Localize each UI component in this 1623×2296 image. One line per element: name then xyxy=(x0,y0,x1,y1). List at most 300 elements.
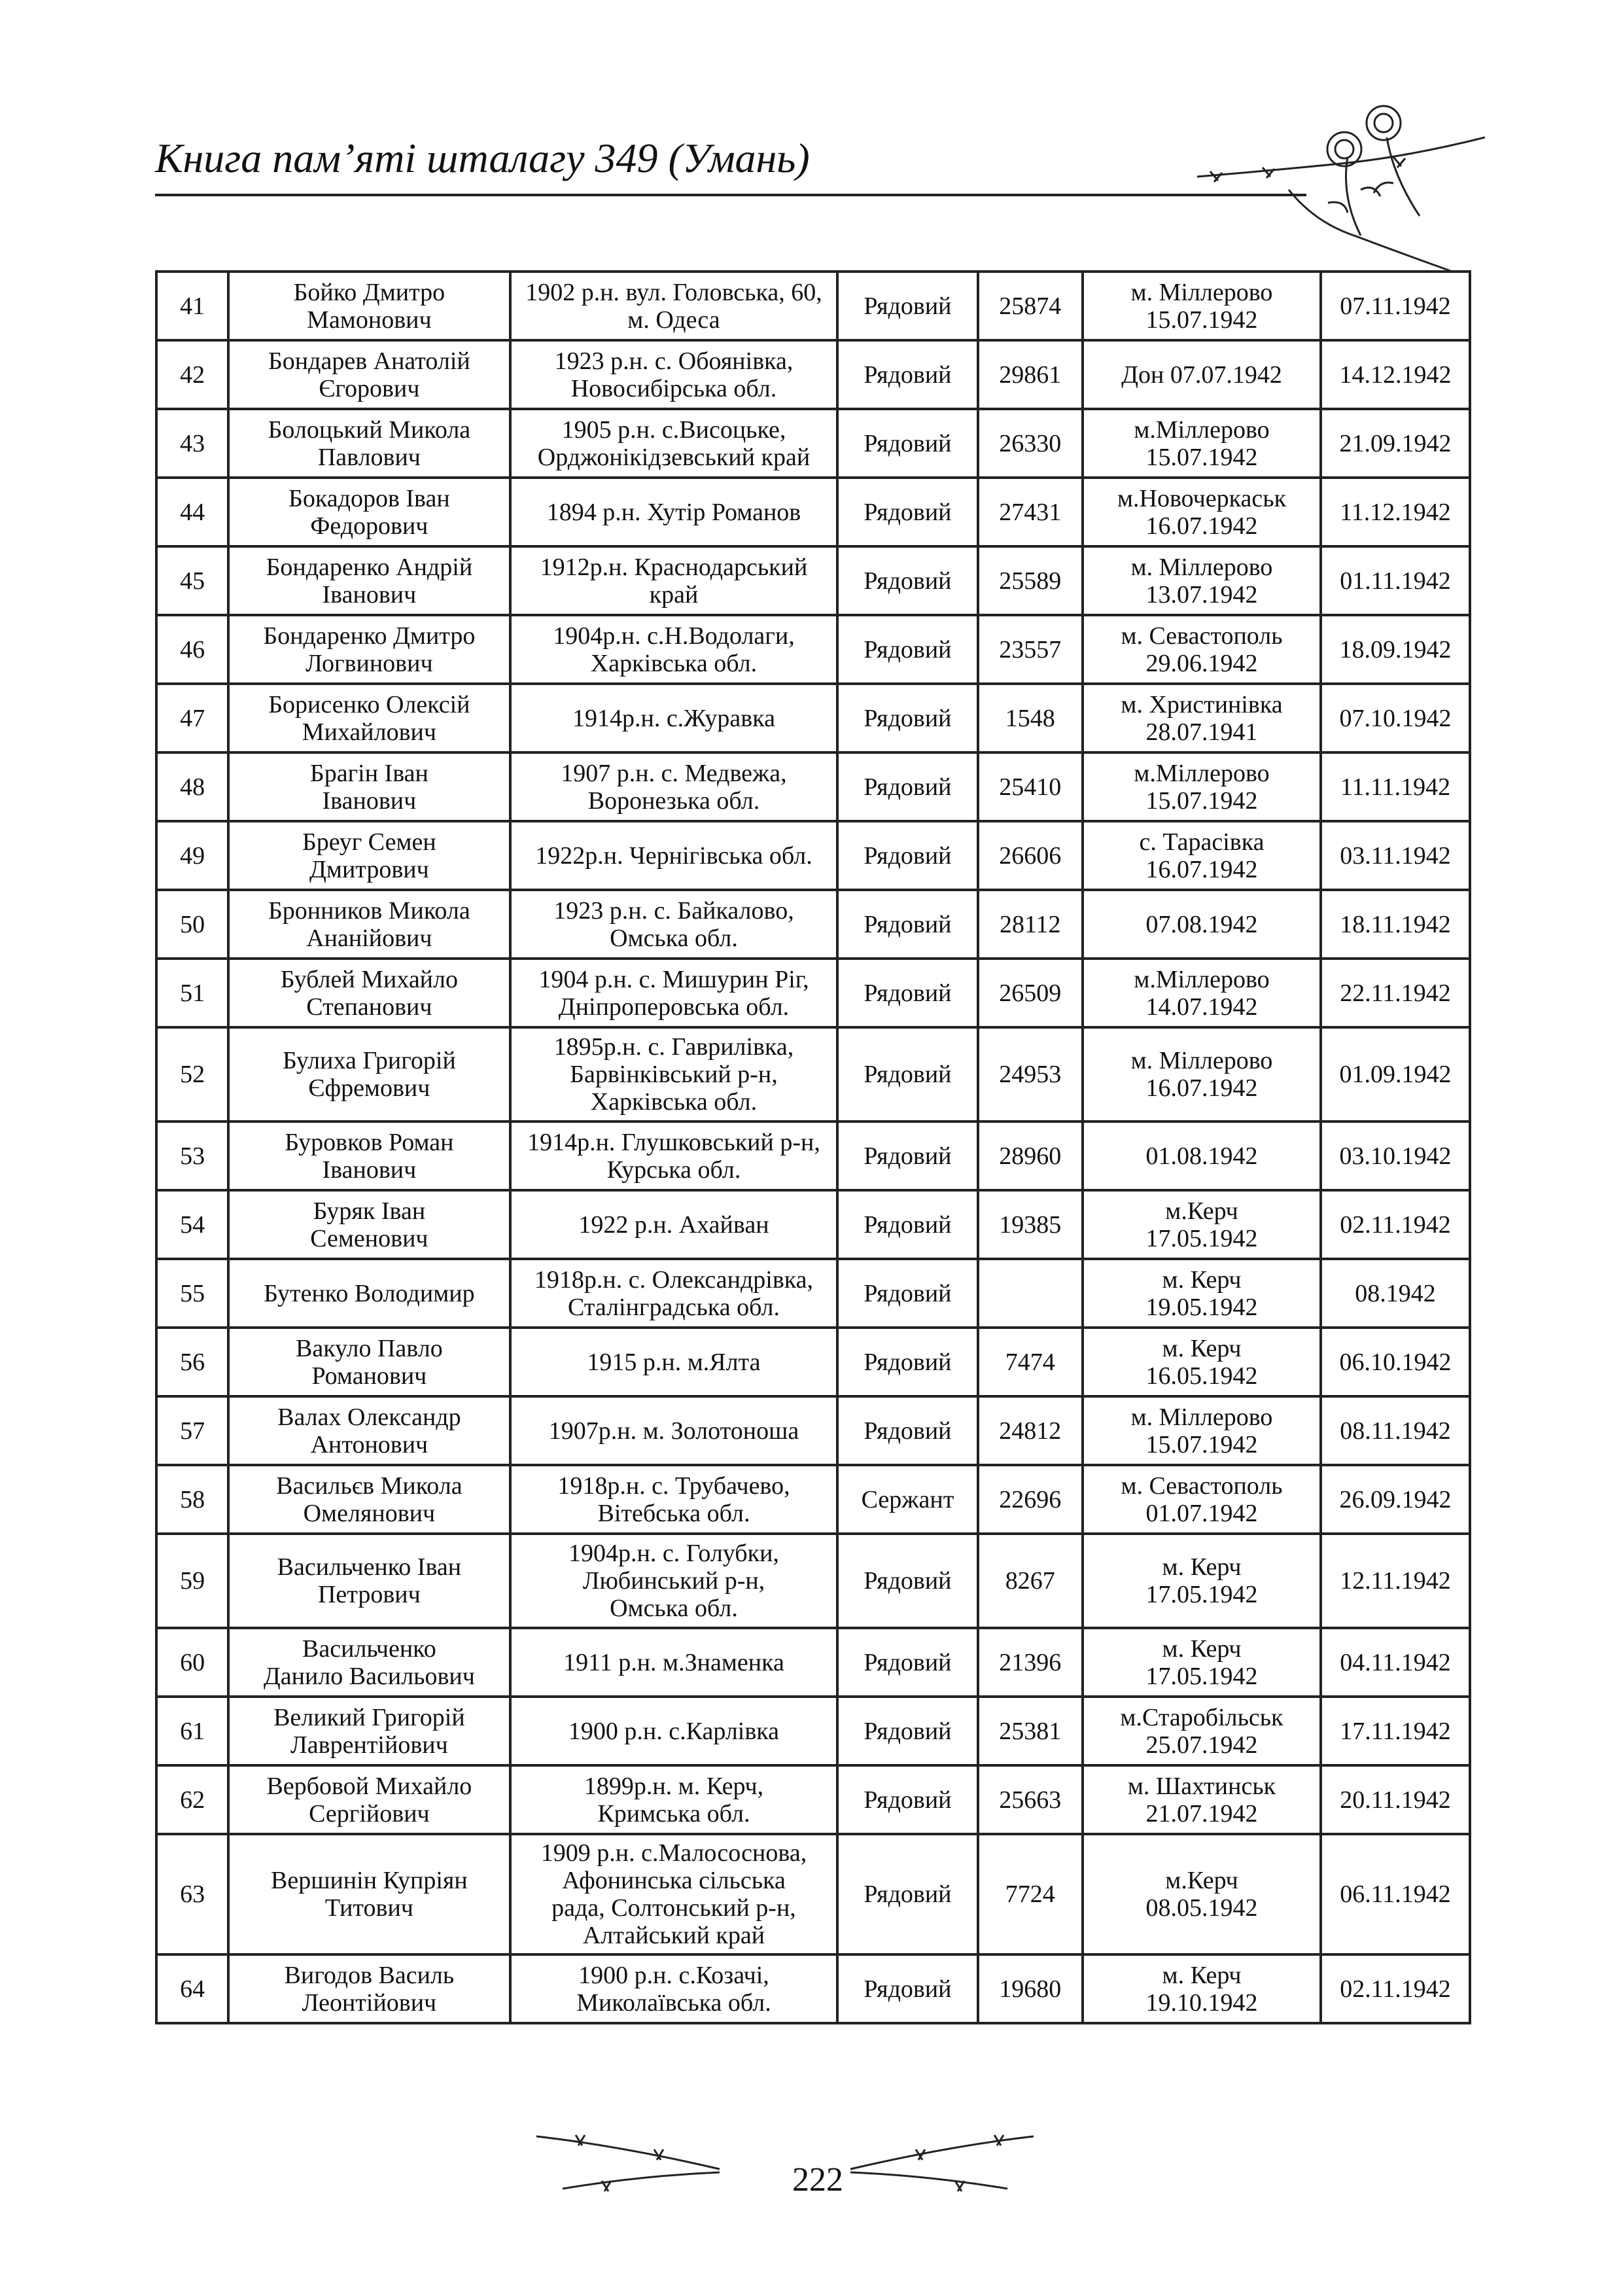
name-line: Михайлович xyxy=(302,718,436,746)
table-row xyxy=(156,615,1470,684)
rank-cell: Рядовий xyxy=(837,959,977,1027)
capture-place-date-line: м.Керч xyxy=(1165,1867,1238,1894)
name-line: Іванович xyxy=(322,786,417,815)
capture-place-date-line: 19.10.1942 xyxy=(1145,1988,1258,2017)
prisoner-number-cell: 7474 xyxy=(978,1328,1083,1396)
birth-place-line: Воронезька обл. xyxy=(587,786,760,815)
header-rule xyxy=(155,194,1306,196)
table-row xyxy=(156,959,1470,1027)
birth-place-line: 1894 р.н. Хутір Романов xyxy=(546,498,801,526)
birth-place-line: Барвінківський р-н, xyxy=(570,1061,778,1088)
row-number-cell: 62 xyxy=(156,1765,228,1834)
capture-place-date-line: м. Міллерово xyxy=(1130,553,1273,581)
name-line: Мамонович xyxy=(307,306,432,334)
capture-place-date-cell xyxy=(1083,409,1321,478)
name-line: Булиха Григорій xyxy=(282,1047,456,1074)
name-line: Титович xyxy=(324,1894,413,1922)
capture-place-date-line: м. Севастополь xyxy=(1121,622,1283,650)
capture-place-date-line: м. Міллерово xyxy=(1130,1403,1273,1431)
prisoner-number-cell: 1548 xyxy=(978,684,1083,752)
name-line: Єгорович xyxy=(319,374,420,402)
capture-place-date-line: с. Тарасівка xyxy=(1139,828,1265,856)
capture-place-date-line: м. Шахтинськ xyxy=(1127,1772,1276,1800)
birth-place-line: 1911 р.н. м.Знаменка xyxy=(563,1648,784,1676)
capture-place-date-line: м. Міллерово xyxy=(1130,1047,1273,1074)
capture-place-date-cell xyxy=(1083,684,1321,752)
prisoner-number-cell: 26509 xyxy=(978,959,1083,1027)
records-table xyxy=(155,270,1471,2024)
row-number-cell: 64 xyxy=(156,1954,228,2023)
capture-place-date-cell xyxy=(1083,1328,1321,1396)
rank-cell: Рядовий xyxy=(837,1697,977,1765)
rank-cell: Рядовий xyxy=(837,752,977,821)
table-row xyxy=(156,1834,1470,1954)
death-date-cell: 03.11.1942 xyxy=(1321,821,1470,890)
birth-place-line: м. Одеса xyxy=(627,306,720,334)
capture-place-date-cell xyxy=(1083,959,1321,1027)
name-cell xyxy=(228,272,510,340)
birth-place-cell xyxy=(510,1465,838,1534)
capture-place-date-line: м. Міллерово xyxy=(1130,278,1273,306)
death-date-cell: 21.09.1942 xyxy=(1321,409,1470,478)
name-cell xyxy=(228,1534,510,1628)
birth-place-cell xyxy=(510,478,838,546)
birth-place-line: 1904 р.н. с. Мишурин Ріг, xyxy=(538,965,809,993)
prisoner-number-cell: 19385 xyxy=(978,1190,1083,1259)
death-date-cell: 17.11.1942 xyxy=(1321,1697,1470,1765)
birth-place-cell xyxy=(510,959,838,1027)
name-line: Бублей Михайло xyxy=(280,965,458,993)
capture-place-date-line: 21.07.1942 xyxy=(1145,1799,1258,1828)
capture-place-date-cell xyxy=(1083,1628,1321,1697)
table-row xyxy=(156,478,1470,546)
row-number-cell: 61 xyxy=(156,1697,228,1765)
birth-place-line: 1895р.н. с. Гаврилівка, xyxy=(553,1033,794,1061)
birth-place-cell xyxy=(510,546,838,615)
death-date-cell: 08.1942 xyxy=(1321,1259,1470,1328)
name-line: Омелянович xyxy=(303,1499,436,1527)
capture-place-date-line: 01.08.1942 xyxy=(1145,1142,1258,1170)
name-cell xyxy=(228,340,510,409)
rank-cell: Рядовий xyxy=(837,546,977,615)
rank-cell: Рядовий xyxy=(837,409,977,478)
capture-place-date-line: м. Севастополь xyxy=(1121,1472,1283,1500)
name-line: Буряк Іван xyxy=(313,1197,426,1225)
death-date-cell: 26.09.1942 xyxy=(1321,1465,1470,1534)
capture-place-date-line: м.Міллерово xyxy=(1134,965,1270,993)
name-line: Васильєв Микола xyxy=(276,1472,462,1500)
row-number-cell: 42 xyxy=(156,340,228,409)
rank-cell: Рядовий xyxy=(837,821,977,890)
capture-place-date-line: Дон 07.07.1942 xyxy=(1121,361,1282,389)
name-line: Вербовой Михайло xyxy=(266,1772,472,1800)
name-cell xyxy=(228,1834,510,1954)
table-row xyxy=(156,546,1470,615)
prisoner-number-cell: 23557 xyxy=(978,615,1083,684)
name-line: Петрович xyxy=(317,1581,421,1608)
birth-place-line: Курська обл. xyxy=(606,1156,741,1184)
birth-place-line: 1912р.н. Краснодарський xyxy=(540,553,808,581)
name-cell xyxy=(228,1396,510,1465)
name-cell xyxy=(228,1190,510,1259)
capture-place-date-line: 15.07.1942 xyxy=(1145,786,1258,815)
rank-cell: Рядовий xyxy=(837,340,977,409)
name-line: Брагін Іван xyxy=(309,759,428,787)
rank-cell: Рядовий xyxy=(837,1027,977,1122)
prisoner-number-cell: 28112 xyxy=(978,890,1083,959)
row-number-cell: 56 xyxy=(156,1328,228,1396)
rank-cell: Рядовий xyxy=(837,615,977,684)
death-date-cell: 14.12.1942 xyxy=(1321,340,1470,409)
rank-cell: Рядовий xyxy=(837,1328,977,1396)
death-date-cell: 22.11.1942 xyxy=(1321,959,1470,1027)
rank-cell: Рядовий xyxy=(837,1190,977,1259)
death-date-cell: 07.10.1942 xyxy=(1321,684,1470,752)
name-line: Степанович xyxy=(306,993,432,1021)
death-date-cell: 20.11.1942 xyxy=(1321,1765,1470,1834)
birth-place-line: рада, Солтонський р-н, xyxy=(551,1894,796,1922)
capture-place-date-cell xyxy=(1083,615,1321,684)
name-line: Семенович xyxy=(310,1224,428,1252)
row-number-cell: 47 xyxy=(156,684,228,752)
prisoner-number-cell: 25663 xyxy=(978,1765,1083,1834)
capture-place-date-line: 17.05.1942 xyxy=(1145,1581,1258,1608)
birth-place-cell xyxy=(510,1765,838,1834)
rank-cell: Сержант xyxy=(837,1465,977,1534)
birth-place-line: Дніпроперовська обл. xyxy=(558,993,790,1021)
death-date-cell: 18.11.1942 xyxy=(1321,890,1470,959)
name-line: Єфремович xyxy=(308,1074,430,1102)
prisoner-number-cell: 24953 xyxy=(978,1027,1083,1122)
table-row xyxy=(156,1765,1470,1834)
birth-place-cell xyxy=(510,1697,838,1765)
death-date-cell: 03.10.1942 xyxy=(1321,1122,1470,1190)
capture-place-date-cell xyxy=(1083,272,1321,340)
row-number-cell: 41 xyxy=(156,272,228,340)
death-date-cell: 07.11.1942 xyxy=(1321,272,1470,340)
capture-place-date-line: м. Керч xyxy=(1162,1334,1242,1362)
death-date-cell: 18.09.1942 xyxy=(1321,615,1470,684)
name-line: Вакуло Павло xyxy=(296,1334,443,1362)
capture-place-date-line: 28.07.1941 xyxy=(1145,718,1258,746)
table-row xyxy=(156,409,1470,478)
name-line: Бондаренко Андрій xyxy=(266,553,473,581)
name-line: Васильченко xyxy=(302,1634,436,1663)
name-line: Бутенко Володимир xyxy=(264,1279,475,1307)
rank-cell: Рядовий xyxy=(837,1122,977,1190)
prisoner-number-cell: 25410 xyxy=(978,752,1083,821)
capture-place-date-cell xyxy=(1083,1954,1321,2023)
capture-place-date-line: 15.07.1942 xyxy=(1145,443,1258,471)
prisoner-number-cell: 22696 xyxy=(978,1465,1083,1534)
capture-place-date-line: 16.07.1942 xyxy=(1145,1074,1258,1102)
birth-place-cell xyxy=(510,1534,838,1628)
capture-place-date-cell xyxy=(1083,890,1321,959)
capture-place-date-line: м.Новочеркаськ xyxy=(1117,484,1287,512)
birth-place-line: Сталінградська обл. xyxy=(567,1293,780,1321)
row-number-cell: 60 xyxy=(156,1628,228,1697)
capture-place-date-cell xyxy=(1083,821,1321,890)
capture-place-date-line: 16.05.1942 xyxy=(1145,1362,1258,1390)
name-line: Бронников Микола xyxy=(268,896,470,925)
name-line: Бондаренко Дмитро xyxy=(263,622,476,650)
death-date-cell: 01.11.1942 xyxy=(1321,546,1470,615)
capture-place-date-line: 17.05.1942 xyxy=(1145,1662,1258,1690)
birth-place-cell xyxy=(510,821,838,890)
birth-place-cell xyxy=(510,272,838,340)
prisoner-number-cell: 21396 xyxy=(978,1628,1083,1697)
capture-place-date-cell xyxy=(1083,752,1321,821)
prisoner-number-cell xyxy=(978,1259,1083,1328)
row-number-cell: 54 xyxy=(156,1190,228,1259)
capture-place-date-cell xyxy=(1083,1534,1321,1628)
birth-place-line: 1907р.н. м. Золотоноша xyxy=(548,1417,799,1445)
capture-place-date-line: м. Керч xyxy=(1162,1961,1242,1989)
table-row xyxy=(156,1259,1470,1328)
prisoner-number-cell: 19680 xyxy=(978,1954,1083,2023)
prisoner-number-cell: 26330 xyxy=(978,409,1083,478)
name-line: Павлович xyxy=(317,443,421,471)
birth-place-cell xyxy=(510,1628,838,1697)
birth-place-line: 1909 р.н. с.Малососнова, xyxy=(540,1839,807,1867)
table-row xyxy=(156,684,1470,752)
death-date-cell: 06.11.1942 xyxy=(1321,1834,1470,1954)
birth-place-line: Вітебська обл. xyxy=(597,1499,750,1527)
name-line: Вершинін Купріян xyxy=(271,1867,468,1894)
name-line: Борисенко Олексій xyxy=(268,690,470,718)
name-line: Ананійович xyxy=(306,924,432,952)
birth-place-line: 1918р.н. с. Трубачево, xyxy=(557,1472,790,1500)
birth-place-line: 1904р.н. с. Голубки, xyxy=(568,1540,779,1567)
birth-place-line: 1922р.н. Чернігівська обл. xyxy=(535,841,812,870)
table-row xyxy=(156,1122,1470,1190)
death-date-cell: 01.09.1942 xyxy=(1321,1027,1470,1122)
capture-place-date-cell xyxy=(1083,1190,1321,1259)
name-cell xyxy=(228,959,510,1027)
table-row xyxy=(156,1954,1470,2023)
table-row xyxy=(156,821,1470,890)
table-row xyxy=(156,890,1470,959)
birth-place-line: 1922 р.н. Ахайван xyxy=(578,1210,769,1239)
rank-cell: Рядовий xyxy=(837,1765,977,1834)
birth-place-line: 1899р.н. м. Керч, xyxy=(584,1772,764,1800)
capture-place-date-cell xyxy=(1083,546,1321,615)
name-line: Лаврентійович xyxy=(290,1731,448,1759)
birth-place-line: 1907 р.н. с. Медвежа, xyxy=(561,759,787,787)
name-line: Іванович xyxy=(322,580,417,609)
name-line: Бреуг Семен xyxy=(302,828,436,856)
name-line: Романович xyxy=(311,1362,427,1390)
name-line: Данило Васильович xyxy=(263,1662,475,1690)
row-number-cell: 55 xyxy=(156,1259,228,1328)
death-date-cell: 04.11.1942 xyxy=(1321,1628,1470,1697)
birth-place-cell xyxy=(510,409,838,478)
death-date-cell: 11.12.1942 xyxy=(1321,478,1470,546)
birth-place-line: 1918р.н. с. Олександрівка, xyxy=(534,1265,814,1294)
prisoner-number-cell: 29861 xyxy=(978,340,1083,409)
name-line: Вигодов Василь xyxy=(284,1961,455,1989)
table-row xyxy=(156,1465,1470,1534)
birth-place-cell xyxy=(510,684,838,752)
capture-place-date-line: м.Міллерово xyxy=(1134,415,1270,444)
birth-place-cell xyxy=(510,890,838,959)
birth-place-cell xyxy=(510,1122,838,1190)
row-number-cell: 57 xyxy=(156,1396,228,1465)
birth-place-line: 1900 р.н. с.Карлівка xyxy=(568,1717,780,1745)
page-number: 222 xyxy=(792,2161,843,2199)
birth-place-line: 1914р.н. Глушковський р-н, xyxy=(527,1128,820,1156)
capture-place-date-cell xyxy=(1083,1027,1321,1122)
birth-place-line: Орджонікідзевський край xyxy=(537,443,811,471)
name-cell xyxy=(228,1954,510,2023)
capture-place-date-line: 16.07.1942 xyxy=(1145,855,1258,883)
capture-place-date-line: 15.07.1942 xyxy=(1145,1430,1258,1458)
birth-place-cell xyxy=(510,1954,838,2023)
name-cell xyxy=(228,1697,510,1765)
name-line: Антонович xyxy=(310,1430,428,1458)
rank-cell: Рядовий xyxy=(837,478,977,546)
prisoner-number-cell: 7724 xyxy=(978,1834,1083,1954)
birth-place-cell xyxy=(510,1328,838,1396)
name-line: Федорович xyxy=(310,512,428,540)
rank-cell: Рядовий xyxy=(837,1954,977,2023)
name-line: Бокадоров Іван xyxy=(288,484,450,512)
name-cell xyxy=(228,615,510,684)
rank-cell: Рядовий xyxy=(837,1628,977,1697)
name-line: Леонтійович xyxy=(302,1988,437,2017)
birth-place-line: 1915 р.н. м.Ялта xyxy=(587,1348,761,1376)
birth-place-cell xyxy=(510,1396,838,1465)
name-line: Дмитрович xyxy=(309,855,429,883)
rank-cell: Рядовий xyxy=(837,272,977,340)
prisoner-number-cell: 24812 xyxy=(978,1396,1083,1465)
table-row xyxy=(156,272,1470,340)
birth-place-cell xyxy=(510,1190,838,1259)
capture-place-date-line: 19.05.1942 xyxy=(1145,1293,1258,1321)
capture-place-date-cell xyxy=(1083,1259,1321,1328)
name-cell xyxy=(228,409,510,478)
birth-place-line: 1905 р.н. с.Висоцьке, xyxy=(561,415,786,444)
name-line: Сергійович xyxy=(309,1799,430,1828)
rank-cell: Рядовий xyxy=(837,890,977,959)
capture-place-date-line: м.Керч xyxy=(1165,1197,1238,1225)
row-number-cell: 51 xyxy=(156,959,228,1027)
death-date-cell: 02.11.1942 xyxy=(1321,1190,1470,1259)
row-number-cell: 49 xyxy=(156,821,228,890)
capture-place-date-line: м. Керч xyxy=(1162,1553,1242,1581)
table-row xyxy=(156,1396,1470,1465)
prisoner-number-cell: 25381 xyxy=(978,1697,1083,1765)
capture-place-date-cell xyxy=(1083,1465,1321,1534)
table-row xyxy=(156,1190,1470,1259)
name-line: Васильченко Іван xyxy=(277,1553,462,1581)
name-cell xyxy=(228,1122,510,1190)
capture-place-date-cell xyxy=(1083,478,1321,546)
capture-place-date-line: 25.07.1942 xyxy=(1145,1731,1258,1759)
birth-place-line: Миколаївська обл. xyxy=(576,1988,771,2017)
carnation-barbed-wire-icon xyxy=(1197,98,1485,275)
birth-place-cell xyxy=(510,1259,838,1328)
birth-place-line: 1900 р.н. с.Козачі, xyxy=(578,1961,769,1989)
capture-place-date-cell xyxy=(1083,1697,1321,1765)
rank-cell: Рядовий xyxy=(837,1834,977,1954)
name-line: Валах Олександр xyxy=(277,1403,461,1431)
prisoner-number-cell: 27431 xyxy=(978,478,1083,546)
name-cell xyxy=(228,1027,510,1122)
table-row xyxy=(156,1328,1470,1396)
birth-place-line: Новосибірська обл. xyxy=(570,374,777,402)
row-number-cell: 50 xyxy=(156,890,228,959)
capture-place-date-line: 17.05.1942 xyxy=(1145,1224,1258,1252)
name-cell xyxy=(228,1465,510,1534)
name-line: Бондарев Анатолій xyxy=(268,347,470,375)
table-row xyxy=(156,752,1470,821)
name-line: Бойко Дмитро xyxy=(293,278,445,306)
birth-place-line: 1923 р.н. с. Байкалово, xyxy=(553,896,794,925)
birth-place-line: Омська обл. xyxy=(610,924,738,952)
birth-place-line: Омська обл. xyxy=(610,1595,738,1622)
death-date-cell: 06.10.1942 xyxy=(1321,1328,1470,1396)
birth-place-line: край xyxy=(649,580,699,609)
capture-place-date-line: 16.07.1942 xyxy=(1145,512,1258,540)
prisoner-number-cell: 8267 xyxy=(978,1534,1083,1628)
rank-cell: Рядовий xyxy=(837,1259,977,1328)
capture-place-date-line: м.Міллерово xyxy=(1134,759,1270,787)
table-row xyxy=(156,1534,1470,1628)
capture-place-date-line: м. Христинівка xyxy=(1121,690,1283,718)
name-cell xyxy=(228,1259,510,1328)
prisoner-number-cell: 28960 xyxy=(978,1122,1083,1190)
capture-place-date-line: м. Керч xyxy=(1162,1265,1242,1294)
capture-place-date-cell xyxy=(1083,340,1321,409)
name-cell xyxy=(228,684,510,752)
row-number-cell: 44 xyxy=(156,478,228,546)
row-number-cell: 59 xyxy=(156,1534,228,1628)
table-row xyxy=(156,1628,1470,1697)
birth-place-cell xyxy=(510,340,838,409)
capture-place-date-line: 08.05.1942 xyxy=(1145,1894,1258,1922)
table-row xyxy=(156,340,1470,409)
capture-place-date-cell xyxy=(1083,1396,1321,1465)
birth-place-cell xyxy=(510,1834,838,1954)
birth-place-line: 1902 р.н. вул. Головська, 60, xyxy=(525,278,822,306)
name-cell xyxy=(228,890,510,959)
birth-place-line: 1923 р.н. с. Обоянівка, xyxy=(554,347,794,375)
name-cell xyxy=(228,478,510,546)
capture-place-date-line: м. Керч xyxy=(1162,1634,1242,1663)
row-number-cell: 46 xyxy=(156,615,228,684)
name-line: Іванович xyxy=(322,1156,417,1184)
rank-cell: Рядовий xyxy=(837,1396,977,1465)
row-number-cell: 53 xyxy=(156,1122,228,1190)
death-date-cell: 02.11.1942 xyxy=(1321,1954,1470,2023)
name-line: Логвинович xyxy=(305,649,433,677)
table-row xyxy=(156,1027,1470,1122)
rank-cell: Рядовий xyxy=(837,1534,977,1628)
capture-place-date-line: 29.06.1942 xyxy=(1145,649,1258,677)
name-line: Великий Григорій xyxy=(273,1703,465,1731)
birth-place-line: 1904р.н. с.Н.Водолаги, xyxy=(553,622,795,650)
birth-place-cell xyxy=(510,1027,838,1122)
page-header-title: Книга пам’яті шталагу 349 (Умань) xyxy=(155,135,810,181)
name-cell xyxy=(228,752,510,821)
death-date-cell: 08.11.1942 xyxy=(1321,1396,1470,1465)
birth-place-line: Кримська обл. xyxy=(597,1799,750,1828)
prisoner-number-cell: 25589 xyxy=(978,546,1083,615)
name-cell xyxy=(228,1328,510,1396)
birth-place-cell xyxy=(510,615,838,684)
birth-place-line: Харківська обл. xyxy=(590,1088,758,1116)
